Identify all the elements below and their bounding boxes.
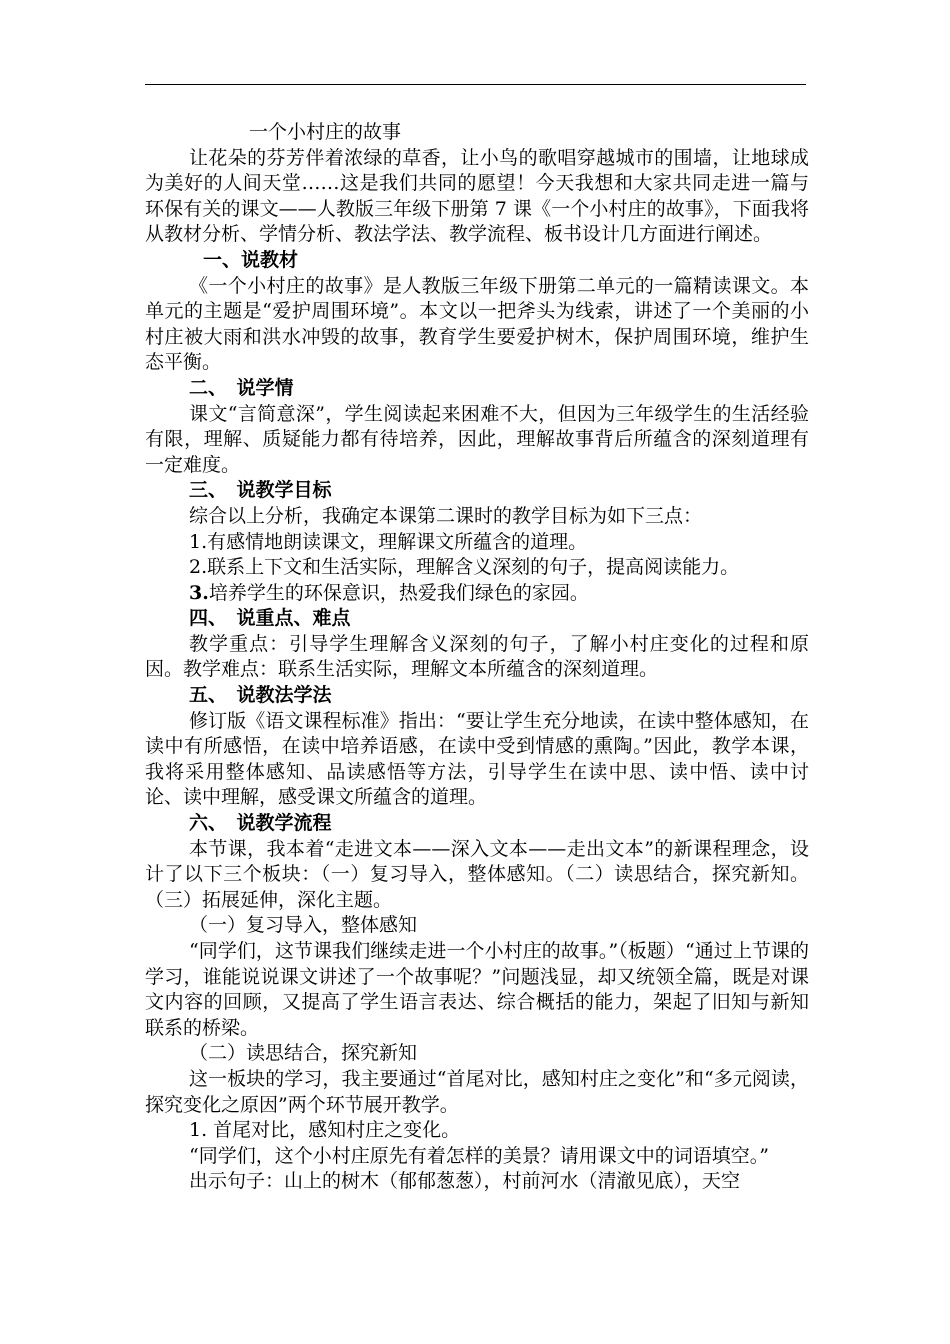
intro-paragraph: 让花朵的芬芳伴着浓绿的草香，让小鸟的歌唱穿越城市的围墙，让地球成为美好的人间天堂……这是我们共同的愿望！今天我想和大家共同走进一篇与环保有关的课文——人教版三年级下册第 7 课《一个小村庄的故事》，下面我将从教材分析、学情分析、教法学法、教学流程、板书设计几方面进行阐述。 <box>145 146 809 246</box>
focus-paragraph: 教学重点：引导学生理解含义深刻的句子，了解小村庄变化的过程和原因。教学难点：联系生活实际，理解文本所蕴含的深刻道理。 <box>145 632 809 681</box>
section-heading-methods: 五、 说教法学法 <box>189 684 332 707</box>
explore-paragraph: 这一板块的学习，我主要通过“首尾对比，感知村庄之变化”和“多元阅读，探究变化之原因”两个环节展开教学。 <box>145 1067 809 1116</box>
step-show-paragraph: 出示句子：山上的树木（郁郁葱葱），村前河水（清澈见底），天空 <box>189 1170 741 1193</box>
section-heading-goals: 三、 说教学目标 <box>189 479 332 502</box>
methods-paragraph: 修订版《语文课程标准》指出：“要让学生充分地读，在读中整体感知，在读中有所感悟，在读中培养语感，在读中受到情感的熏陶。”因此，教学本课，我将采用整体感知、品读感悟等方法，引导学生在读中思、读中悟、读中讨论、读中理解，感受课文所蕴含的道理。 <box>145 709 809 809</box>
subsection-heading-review: （一）复习导入，整体感知 <box>189 914 418 937</box>
goals-intro-paragraph: 综合以上分析，我确定本课第二课时的教学目标为如下三点： <box>189 504 703 527</box>
document-title: 一个小村庄的故事 <box>249 121 402 143</box>
textbook-paragraph: 《一个小村庄的故事》是人教版三年级下册第二单元的一篇精读课文。本单元的主题是“爱护周围环境”。本文以一把斧头为线索，讲述了一个美丽的小村庄被大雨和洪水冲毁的故事，教育学生要爱护树木，保护周围环境，维护生态平衡。 <box>145 274 809 374</box>
goal-number: 3. <box>189 581 209 604</box>
section-heading-students: 二、 说学情 <box>189 376 294 399</box>
review-paragraph: “同学们，这节课我们继续走进一个小村庄的故事。”（板题）“通过上节课的学习，谁能说说课文讲述了一个故事呢？”问题浅显，却又统领全篇，既是对课文内容的回顾，又提高了学生语言表达、综合概括的能力，架起了旧知与新知联系的桥梁。 <box>145 940 809 1039</box>
step-quote-paragraph: “同学们，这个小村庄原先有着怎样的美景？请用课文中的词语填空。” <box>189 1144 769 1167</box>
goal-item <box>145 581 809 607</box>
goal-text: 培养学生的环保意识，热爱我们绿色的家园。 <box>208 581 589 604</box>
document-body <box>145 120 809 1195</box>
process-paragraph: 本节课，我本着“走进文本——深入文本——走出文本”的新课程理念，设计了以下三个板块：（一）复习导入，整体感知。（二）读思结合，探究新知。（三）拓展延伸，深化主题。 <box>145 837 809 911</box>
section-heading-process: 六、 说教学流程 <box>189 812 332 835</box>
goal-item: 2.联系上下文和生活实际，理解含义深刻的句子，提高阅读能力。 <box>189 556 740 579</box>
goal-item: 1.有感情地朗读课文，理解课文所蕴含的道理。 <box>189 530 588 553</box>
students-paragraph: 课文“言简意深”，学生阅读起来困难不大，但因为三年级学生的生活经验有限，理解、质疑能力都有待培养，因此，理解故事背后所蕴含的深刻道理有一定难度。 <box>145 402 809 476</box>
section-heading-focus: 四、 说重点、难点 <box>189 607 351 630</box>
step-heading: 1. 首尾对比，感知村庄之变化。 <box>189 1119 461 1142</box>
section-heading-textbook: 一、说教材 <box>203 248 299 271</box>
header-rule <box>145 84 806 85</box>
subsection-heading-explore: （二）读思结合，探究新知 <box>189 1042 418 1065</box>
